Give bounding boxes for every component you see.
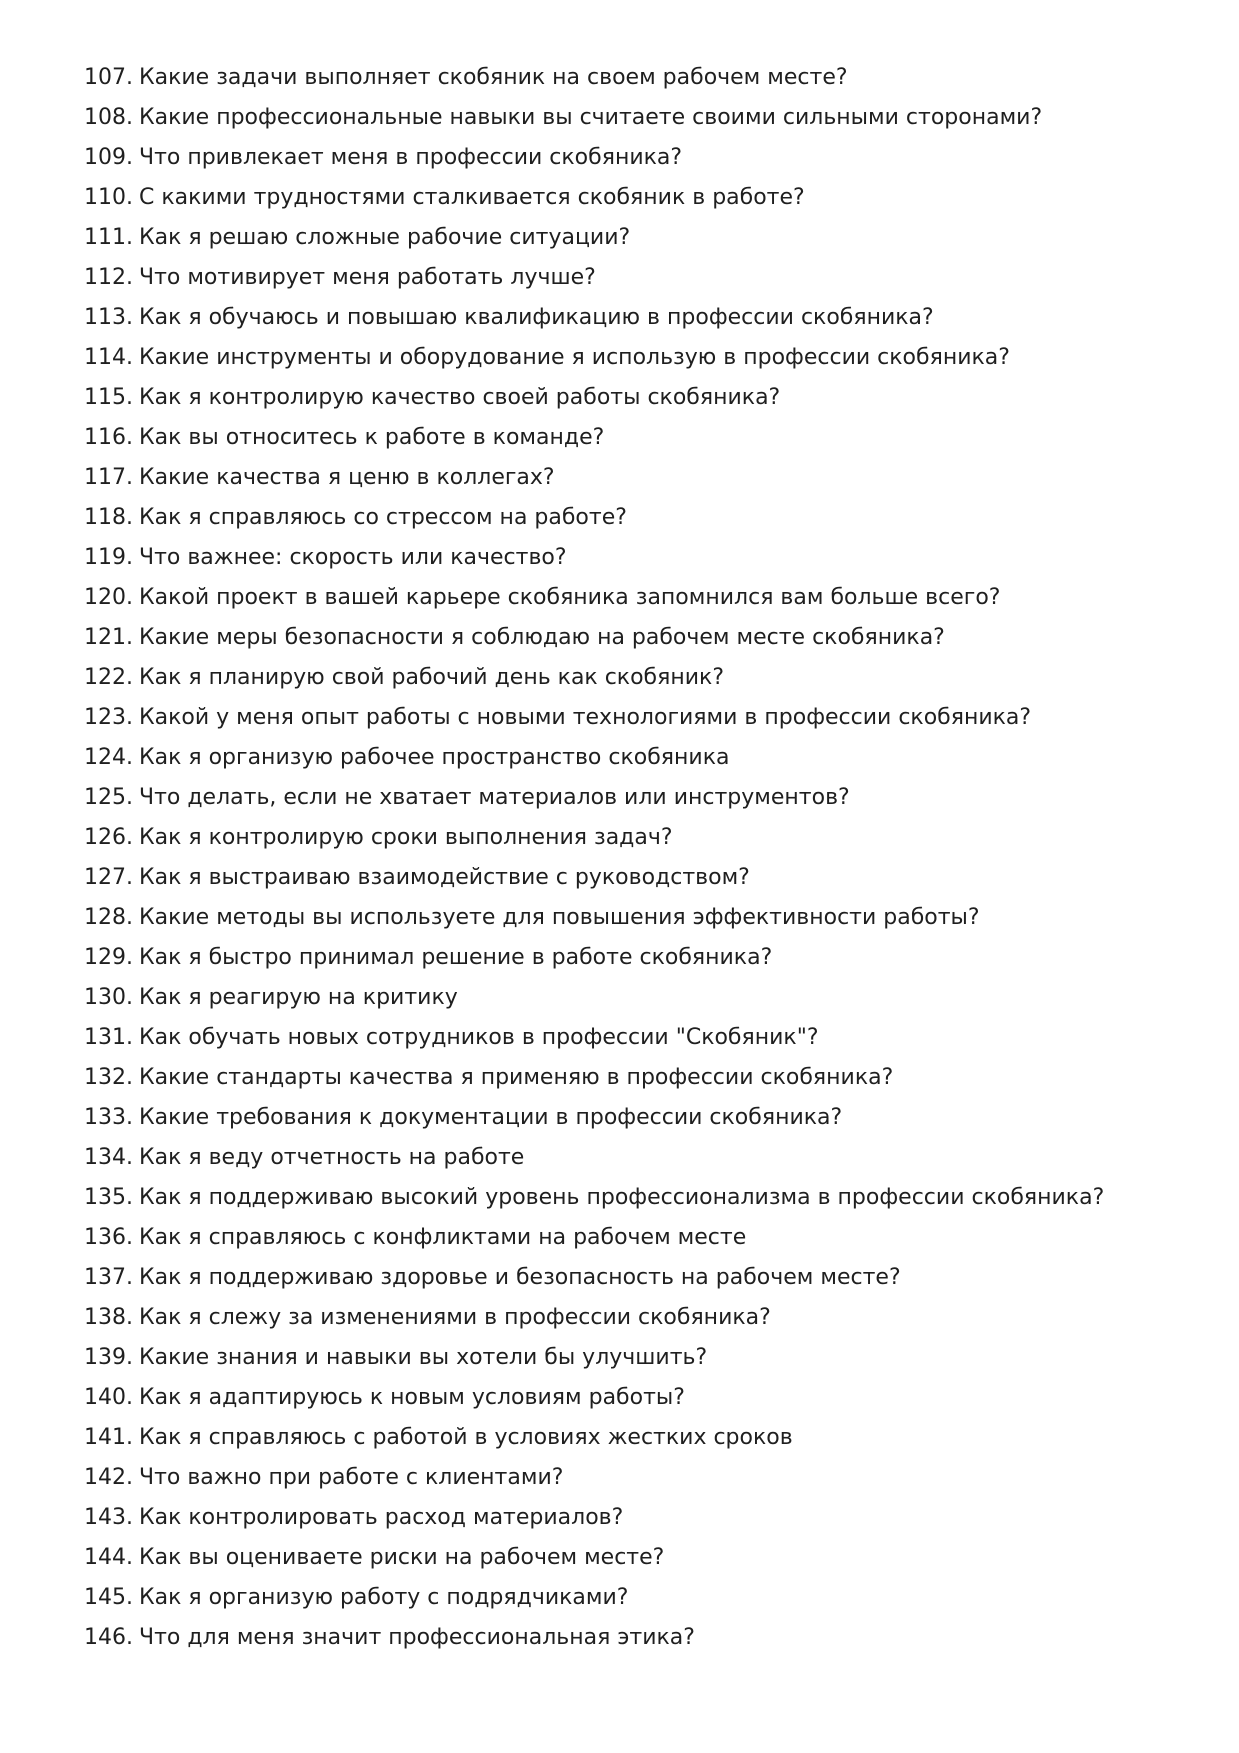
question-text: Что мотивирует меня работать лучше? [138,265,596,290]
question-text: Что привлекает меня в профессии скобяника? [138,145,683,170]
question-number: 123. [84,705,133,730]
question-item [84,1178,1204,1218]
question-text: Как я справляюсь с работой в условиях жестких сроков [138,1425,793,1450]
question-text: Как я контролирую качество своей работы скобяника? [138,385,781,410]
question-item [84,618,1204,658]
question-number: 145. [84,1585,133,1610]
question-number: 117. [84,465,133,490]
question-item [84,1138,1204,1178]
question-item [84,1018,1204,1058]
question-text: Какие качества я ценю в коллегах? [138,465,555,490]
question-number: 115. [84,385,133,410]
question-text: Как я обучаюсь и повышаю квалификацию в профессии скобяника? [138,305,934,330]
question-item [84,1338,1204,1378]
question-item [84,218,1204,258]
question-number: 118. [84,505,133,530]
question-text: Как я слежу за изменениями в профессии скобяника? [138,1305,771,1330]
question-number: 130. [84,985,133,1010]
question-text: Как я организую работу с подрядчиками? [138,1585,629,1610]
question-number: 146. [84,1625,133,1650]
question-item [84,298,1204,338]
question-number: 125. [84,785,133,810]
question-number: 135. [84,1185,133,1210]
question-item [84,978,1204,1018]
question-number: 111. [84,225,133,250]
question-list [84,58,1204,1658]
question-item [84,98,1204,138]
question-item [84,338,1204,378]
question-number: 120. [84,585,133,610]
question-item [84,418,1204,458]
question-number: 136. [84,1225,133,1250]
question-text: Как я адаптируюсь к новым условиям работы? [138,1385,685,1410]
question-number: 127. [84,865,133,890]
question-item [84,58,1204,98]
question-text: Как я поддерживаю здоровье и безопасность на рабочем месте? [138,1265,901,1290]
question-text: Как я веду отчетность на работе [138,1145,525,1170]
question-text: Какие меры безопасности я соблюдаю на рабочем месте скобяника? [138,625,945,650]
question-item [84,138,1204,178]
question-item [84,378,1204,418]
question-item [84,818,1204,858]
question-text: Как я выстраиваю взаимодействие с руководством? [138,865,750,890]
question-text: Как я справляюсь со стрессом на работе? [138,505,627,530]
question-text: Что важнее: скорость или качество? [138,545,567,570]
question-item [84,1498,1204,1538]
question-number: 116. [84,425,133,450]
question-item [84,498,1204,538]
question-item [84,938,1204,978]
question-item [84,1538,1204,1578]
question-text: Какие задачи выполняет скобяник на своем рабочем месте? [138,65,848,90]
question-number: 107. [84,65,133,90]
question-number: 124. [84,745,133,770]
question-item [84,658,1204,698]
question-item [84,698,1204,738]
question-text: Как я решаю сложные рабочие ситуации? [138,225,631,250]
question-text: Как вы оцениваете риски на рабочем месте? [138,1545,665,1570]
question-text: Какие требования к документации в профессии скобяника? [138,1105,843,1130]
question-item [84,1618,1204,1658]
question-item [84,1058,1204,1098]
question-number: 139. [84,1345,133,1370]
question-item [84,1458,1204,1498]
question-number: 140. [84,1385,133,1410]
question-text: Как я планирую свой рабочий день как скобяник? [138,665,725,690]
question-text: Какие профессиональные навыки вы считаете своими сильными сторонами? [138,105,1043,130]
question-number: 133. [84,1105,133,1130]
question-text: Какие знания и навыки вы хотели бы улучшить? [138,1345,708,1370]
question-text: Что делать, если не хватает материалов или инструментов? [138,785,850,810]
question-number: 134. [84,1145,133,1170]
question-text: Как я справляюсь с конфликтами на рабочем месте [138,1225,747,1250]
question-number: 113. [84,305,133,330]
question-item [84,858,1204,898]
question-number: 112. [84,265,133,290]
question-item [84,1258,1204,1298]
question-number: 121. [84,625,133,650]
question-number: 114. [84,345,133,370]
question-text: Как я организую рабочее пространство скобяника [138,745,730,770]
question-text: Какие методы вы используете для повышения эффективности работы? [138,905,980,930]
question-number: 138. [84,1305,133,1330]
question-text: Как я поддерживаю высокий уровень профессионализма в профессии скобяника? [138,1185,1105,1210]
question-number: 119. [84,545,133,570]
question-text: Как я реагирую на критику [138,985,458,1010]
question-item [84,778,1204,818]
question-item [84,898,1204,938]
question-item [84,1298,1204,1338]
question-text: Что важно при работе с клиентами? [138,1465,564,1490]
question-number: 108. [84,105,133,130]
question-text: Как я быстро принимал решение в работе скобяника? [138,945,773,970]
question-number: 128. [84,905,133,930]
question-number: 126. [84,825,133,850]
question-item [84,458,1204,498]
question-item [84,178,1204,218]
question-number: 109. [84,145,133,170]
question-item [84,1218,1204,1258]
question-number: 141. [84,1425,133,1450]
question-item [84,1098,1204,1138]
question-text: Как контролировать расход материалов? [138,1505,624,1530]
question-item [84,1578,1204,1618]
question-number: 129. [84,945,133,970]
question-item [84,258,1204,298]
question-text: Что для меня значит профессиональная этика? [138,1625,695,1650]
question-number: 142. [84,1465,133,1490]
question-text: С какими трудностями сталкивается скобяник в работе? [138,185,805,210]
question-text: Как вы относитесь к работе в команде? [138,425,605,450]
question-text: Как обучать новых сотрудников в профессии "Скобяник"? [138,1025,819,1050]
question-number: 143. [84,1505,133,1530]
question-item [84,1418,1204,1458]
question-number: 132. [84,1065,133,1090]
question-item [84,738,1204,778]
question-number: 110. [84,185,133,210]
question-text: Как я контролирую сроки выполнения задач? [138,825,673,850]
question-number: 122. [84,665,133,690]
question-number: 137. [84,1265,133,1290]
question-text: Какой у меня опыт работы с новыми технологиями в профессии скобяника? [138,705,1032,730]
question-text: Какие инструменты и оборудование я использую в профессии скобяника? [138,345,1010,370]
question-item [84,1378,1204,1418]
question-number: 144. [84,1545,133,1570]
question-number: 131. [84,1025,133,1050]
question-item [84,578,1204,618]
question-text: Какие стандарты качества я применяю в профессии скобяника? [138,1065,894,1090]
question-text: Какой проект в вашей карьере скобяника запомнился вам больше всего? [138,585,1001,610]
question-item [84,538,1204,578]
